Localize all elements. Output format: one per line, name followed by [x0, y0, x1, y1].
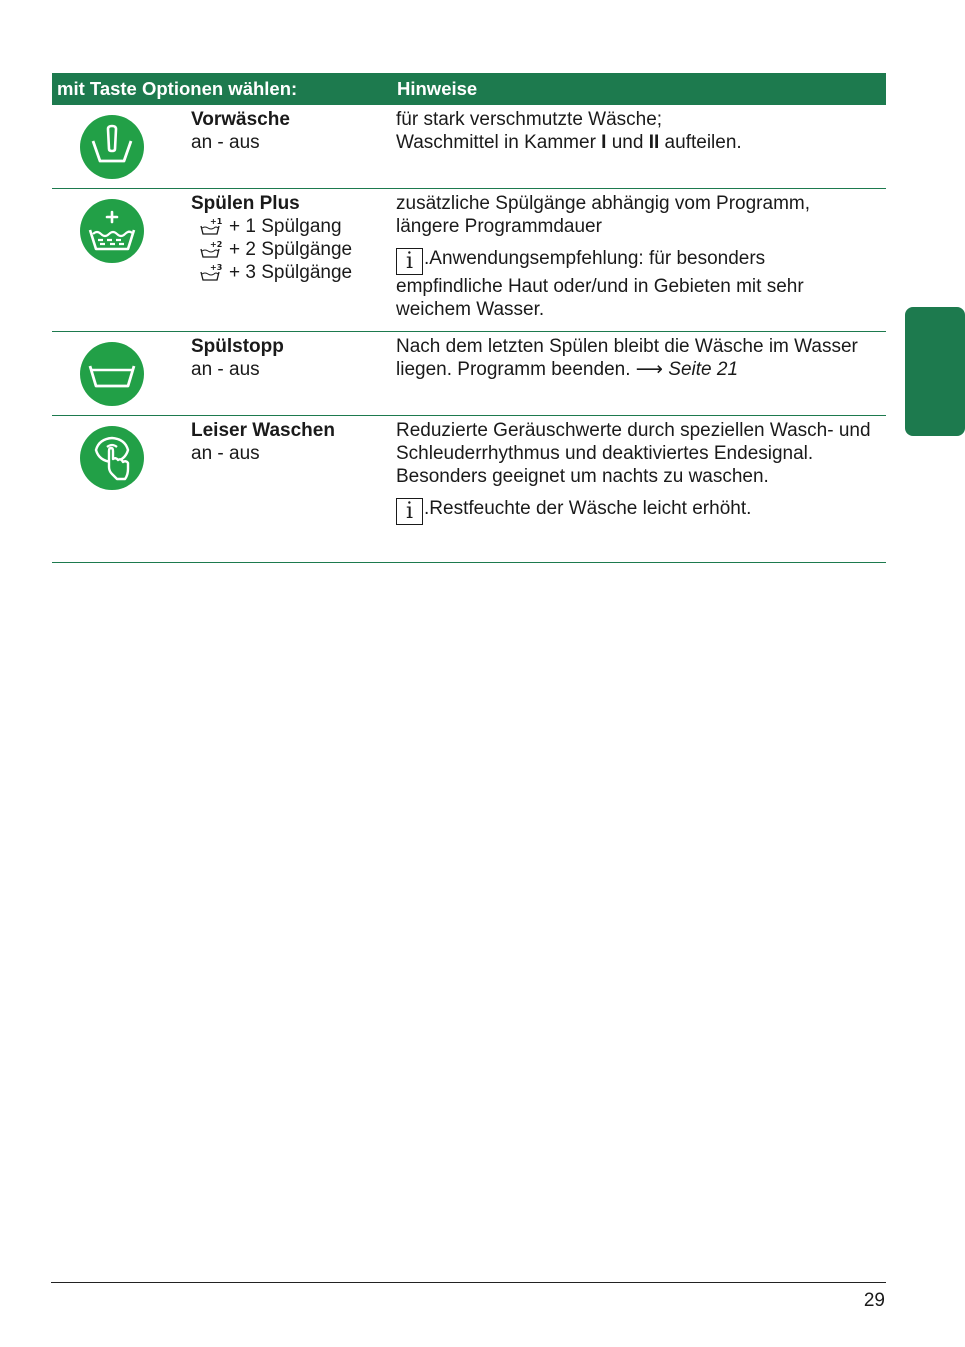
option-name: Leiser Waschen: [191, 420, 335, 441]
hint-text: Nach dem letzten Spülen bleibt die Wäsche im Wasser liegen. Programm beenden. ⟶ Seite 21: [396, 336, 858, 380]
rinse-level-label: + 2 Spülgänge: [229, 239, 353, 260]
option-name-col: [191, 419, 335, 465]
header-options: mit Taste Optionen wählen:: [57, 78, 298, 99]
page-number: 29: [863, 1290, 885, 1311]
option-state: an - aus: [191, 359, 260, 380]
rinse-plus-1-icon: [199, 217, 221, 237]
table-header: [52, 73, 886, 105]
rinse-plus-3-icon: [199, 263, 221, 283]
hint-line: für stark verschmutzte Wäsche;: [396, 109, 663, 130]
hint-text: Reduzierte Geräuschwerte durch speziellen Wasch- und Schleuderrhythmus und deaktiviertes Endesignal. Besonders geeignet um nachts zu waschen.: [396, 420, 871, 487]
info-text: .Anwendungsempfehlung: für besonders empfindliche Haut oder/und in Gebieten mit sehr weichem Wasser.: [396, 248, 804, 320]
option-state: an - aus: [191, 132, 260, 153]
option-name-col: [191, 108, 290, 154]
option-name-col: [191, 335, 284, 381]
arrow-right-icon: ⟶: [635, 358, 664, 380]
rinse-level-item: [199, 215, 352, 238]
rinse-level-item: [199, 261, 352, 284]
info-icon: i: [396, 248, 423, 275]
hint-line: Waschmittel in Kammer I und II aufteilen.: [396, 132, 742, 153]
quiet-wash-icon: [79, 425, 145, 491]
info-note: [396, 497, 876, 525]
footer-divider: [51, 1282, 886, 1283]
hint-col: [396, 419, 876, 525]
options-table: [52, 73, 886, 563]
info-note: [396, 247, 876, 321]
rinse-level-item: [199, 238, 352, 261]
option-name: Spülstopp: [191, 336, 284, 357]
rinse-plus-2-icon: [199, 240, 221, 260]
hint-col: [396, 335, 876, 381]
table-row-prewash: [52, 105, 886, 189]
prewash-icon: [79, 114, 145, 180]
rinse-level-label: + 1 Spülgang: [229, 216, 342, 237]
info-icon: i: [396, 498, 423, 525]
option-name: Vorwäsche: [191, 109, 290, 130]
svg-text:+1: +1: [210, 216, 223, 226]
rinse-hold-icon: [79, 341, 145, 407]
svg-text:+3: +3: [210, 262, 223, 272]
chapter-tab-marker: [905, 307, 965, 436]
table-row-rinse-hold: [52, 332, 886, 416]
rinse-level-label: + 3 Spülgänge: [229, 262, 353, 283]
hint-col: [396, 192, 876, 321]
header-hints: Hinweise: [397, 78, 478, 99]
option-state: an - aus: [191, 443, 260, 464]
table-row-rinse-plus: [52, 189, 886, 332]
table-row-quiet-wash: [52, 416, 886, 563]
hint-col: [396, 108, 876, 154]
option-name-col: [191, 192, 352, 284]
page-reference[interactable]: Seite 21: [668, 359, 739, 380]
info-text: .Restfeuchte der Wäsche leicht erhöht.: [424, 498, 752, 519]
rinse-plus-icon: [79, 198, 145, 264]
svg-text:+2: +2: [210, 239, 223, 249]
option-name: Spülen Plus: [191, 193, 300, 214]
hint-text: zusätzliche Spülgänge abhängig vom Programm, längere Programmdauer: [396, 193, 811, 237]
